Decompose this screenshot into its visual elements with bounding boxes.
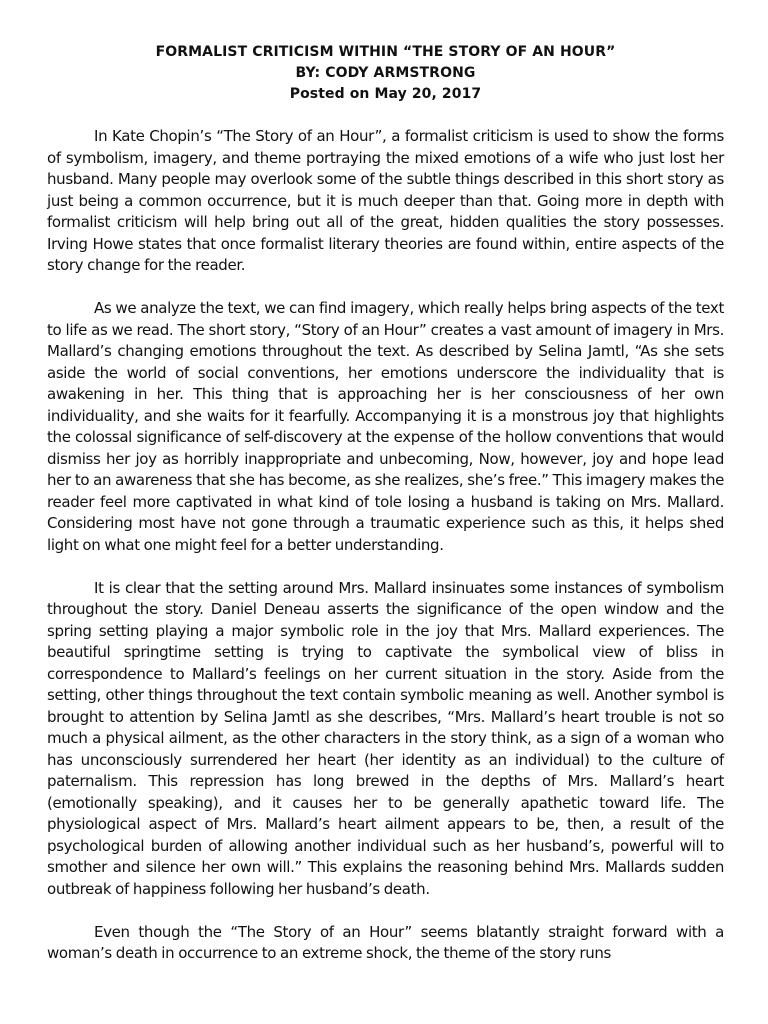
document-post-date: Posted on May 20, 2017 — [289, 86, 482, 102]
paragraph-1: In Kate Chopin’s “The Story of an Hour”, a formalist criticism is used to show the forms of symbolism, imagery, and theme portraying the mixed emotions of a wife who just lost her husband. Many people may overlook some of the subtle things described in this short story as just being a common occurrence, but it is much deeper than that. Going more in depth with formalist criticism will help bring out all of the great, hidden qualities the story possesses. Irving Howe states that once formalist literary theories are found within, entire aspects of the story change for the reader. — [47, 127, 724, 274]
paragraph-2: As we analyze the text, we can find imagery, which really helps bring aspects of the text to life as we read. The short story, “Story of an Hour” creates a vast amount of imagery in Mrs. Mallard’s changing emotions throughout the text. As described by Selina Jamtl, “As she sets aside the world of social conventions, her emotions underscore the individuality that is awakening in her. This thing that is approaching her is her consciousness of her own individuality, and she waits for it fearfully. Accompanying it is a monstrous joy that highlights the colossal significance of self-discovery at the expense of the hollow conventions that would dismiss her joy as horribly inappropriate and unbecoming, Now, however, joy and hope lead her to an awareness that she has become, as she realizes, she’s free.” This imagery makes the reader feel more captivated in what kind of tole losing a husband is taking on Mrs. Mallard. Considering most have not gone through a traumatic experience such as this, it helps shed light on what one might feel for a better understanding. — [47, 299, 724, 554]
paragraph-4: Even though the “The Story of an Hour” seems blatantly straight forward with a woman’s death in occurrence to an extreme shock, the theme of the story runs — [47, 922, 724, 962]
document-title: FORMALIST CRITICISM WITHIN “THE STORY OF AN HOUR” — [155, 44, 616, 60]
document-body — [47, 126, 724, 965]
document-author: BY: CODY ARMSTRONG — [295, 65, 476, 81]
document-header — [47, 42, 724, 105]
paragraph-3: It is clear that the setting around Mrs. Mallard insinuates some instances of symbolism throughout the story. Daniel Deneau asserts the significance of the open window and the spring setting playing a major symbolic role in the joy that Mrs. Mallard experiences. The beautiful springtime setting is trying to captivate the symbolical view of bliss in correspondence to Mallard’s feelings on her current situation in the story. Aside from the setting, other things throughout the text contain symbolic meaning as well. Another symbol is brought to attention by Selina Jamtl as she describes, “Mrs. Mallard’s heart trouble is not so much a physical ailment, as the other characters in the story think, as a sign of a woman who has unconsciously surrendered her heart (her identity as an individual) to the culture of paternalism. This repression has long brewed in the depths of Mrs. Mallard’s heart (emotionally speaking), and it causes her to be generally apathetic toward life. The physiological aspect of Mrs. Mallard’s heart ailment appears to be, then, a result of the psychological burden of allowing another individual such as her husband’s, powerful will to smother and silence her own will.” This explains the reasoning behind Mrs. Mallards sudden outbreak of happiness following her husband’s death. — [47, 578, 724, 898]
